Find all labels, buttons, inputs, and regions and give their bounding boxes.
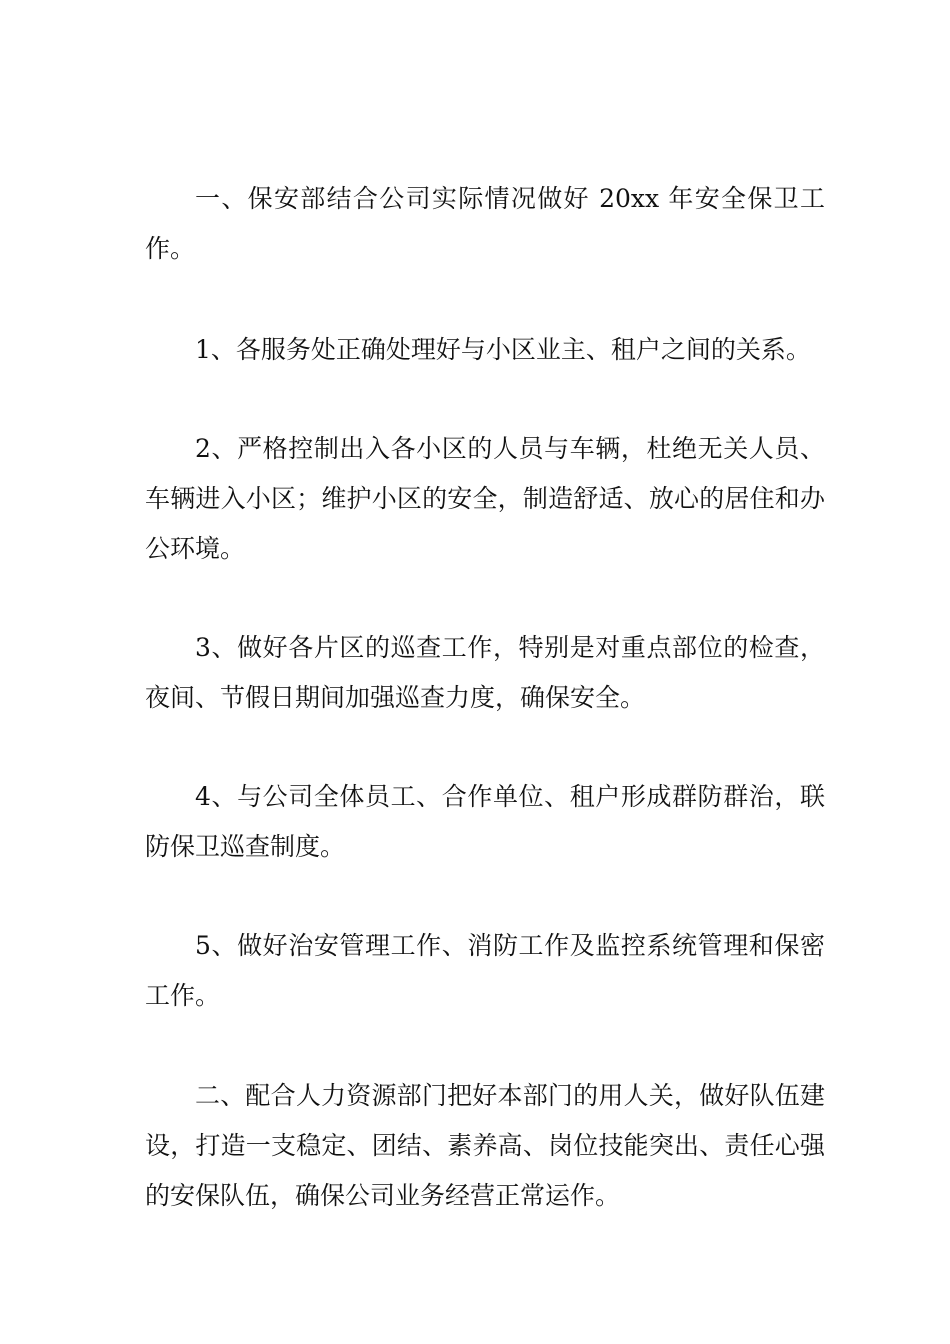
list-item-4: 4、与公司全体员工、合作单位、租户形成群防群治，联防保卫巡查制度。	[145, 782, 825, 861]
list-item-3: 3、做好各片区的巡查工作，特别是对重点部位的检查，夜间、节假日期间加强巡查力度，确保安全。	[145, 633, 825, 712]
section-heading-1: 一、保安部结合公司实际情况做好 20xx 年安全保卫工作。	[145, 184, 825, 263]
list-item-2: 2、严格控制出入各小区的人员与车辆，杜绝无关人员、车辆进入小区；维护小区的安全，制造舒适、放心的居住和办公环境。	[145, 434, 825, 563]
list-item-1: 1、各服务处正确处理好与小区业主、租户之间的关系。	[195, 335, 811, 364]
list-item-5: 5、做好治安管理工作、消防工作及监控系统管理和保密工作。	[145, 931, 825, 1010]
section-heading-2: 二、配合人力资源部门把好本部门的用人关，做好队伍建设，打造一支稳定、团结、素养高、岗位技能突出、责任心强的安保队伍，确保公司业务经营正常运作。	[145, 1081, 825, 1210]
